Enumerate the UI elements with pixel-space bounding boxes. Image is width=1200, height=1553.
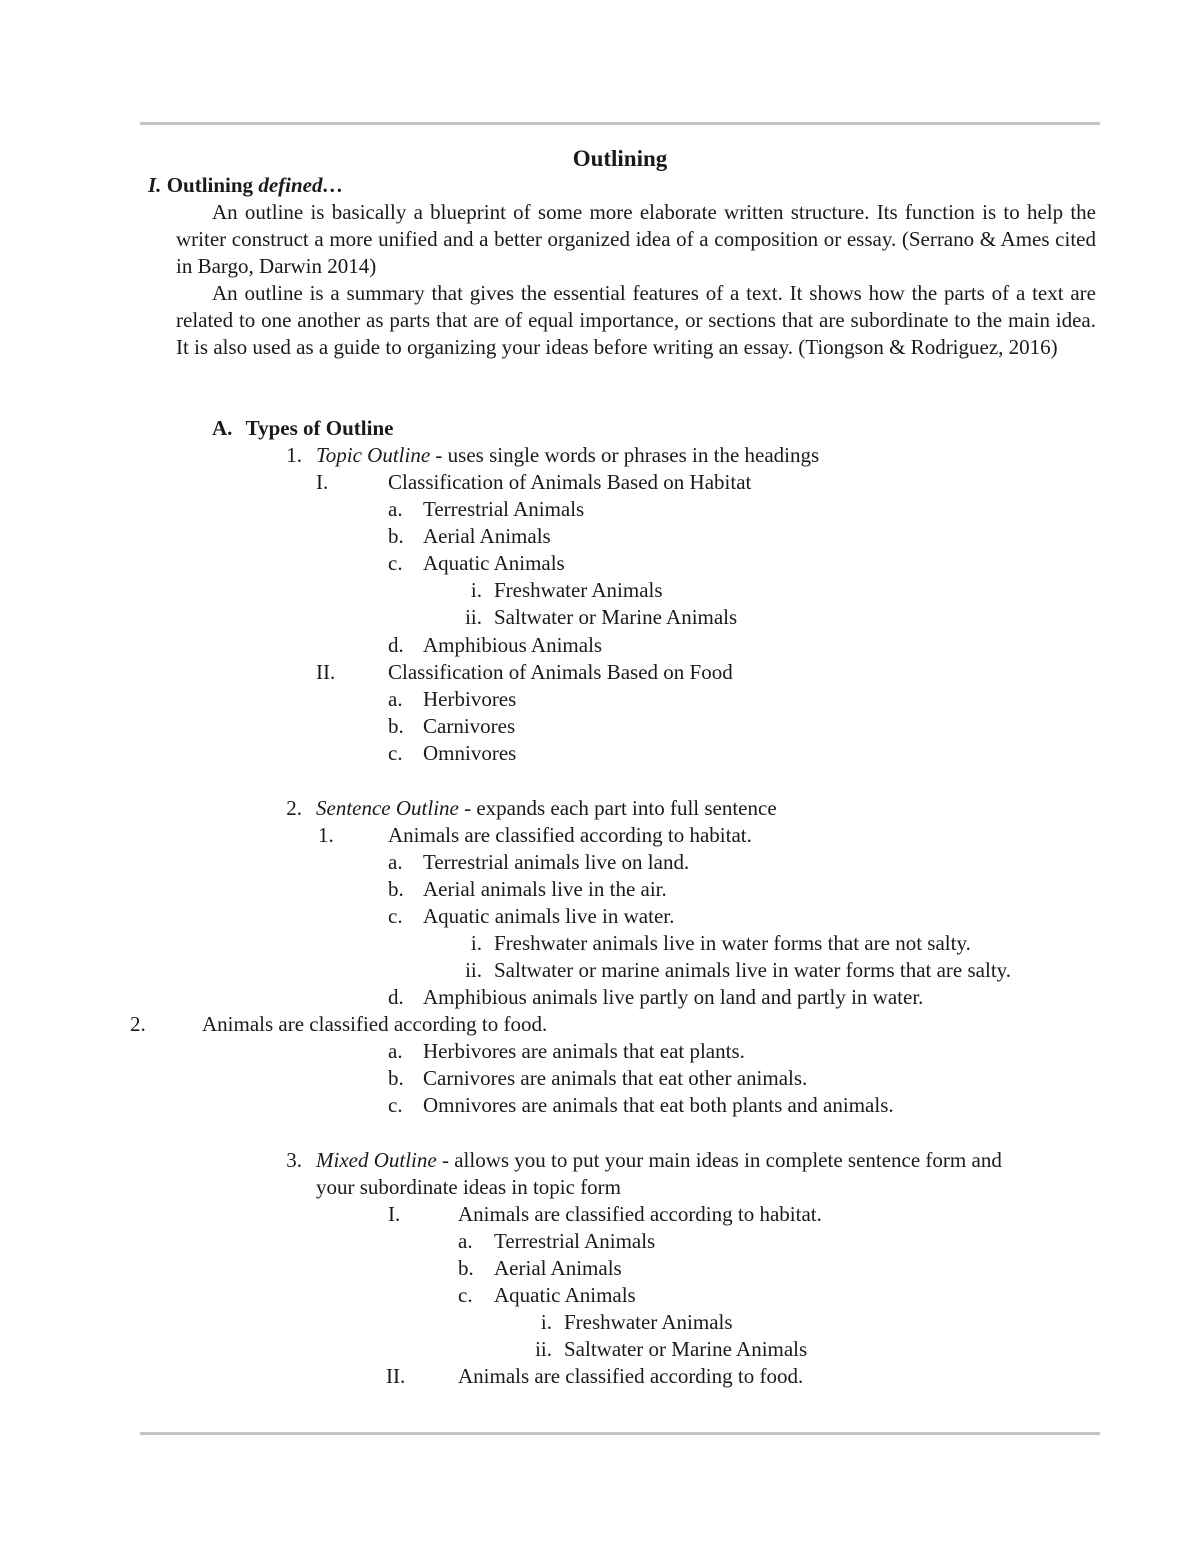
list-item: Terrestrial Animals <box>494 1229 656 1253</box>
list-marker: c. <box>388 741 403 765</box>
page-title: Outlining <box>572 146 668 171</box>
list-item: Freshwater animals live in water forms that are not salty. <box>494 931 971 955</box>
list-marker: ii. <box>465 605 482 629</box>
list-marker: i. <box>470 931 482 955</box>
list-item: Terrestrial Animals <box>423 497 585 521</box>
list-item: Aquatic animals live in water. <box>423 904 675 928</box>
types-letter: A. <box>212 416 233 440</box>
list-marker: d. <box>388 633 404 657</box>
list-marker: ii. <box>535 1337 552 1361</box>
list-marker: ii. <box>465 958 482 982</box>
list-marker: i. <box>470 578 482 602</box>
section-heading-text: Outlining <box>166 173 254 197</box>
definition-paragraph-2: An outline is a summary that gives the essential features of a text. It shows how the parts of a text are related to one another as parts that are of equal importance, or sections that are subordinate to the main idea. It is also used as a guide to organizing your ideas before writing an essay. (Tiongson & Rodriguez, 2016) <box>176 281 1096 359</box>
list-item: Freshwater Animals <box>494 578 663 602</box>
list-marker: a. <box>458 1229 473 1253</box>
list-item: Amphibious Animals <box>423 633 603 657</box>
section-heading-italic: defined… <box>258 173 344 197</box>
list-item: Animals are classified according to habitat. <box>458 1202 822 1226</box>
topic-outline-number: 1. <box>286 443 302 467</box>
list-marker: d. <box>388 985 404 1009</box>
list-item: Freshwater Animals <box>564 1310 733 1334</box>
list-marker: c. <box>458 1283 473 1307</box>
mixed-outline-number: 3. <box>286 1148 302 1172</box>
list-marker: I. <box>316 470 329 494</box>
list-marker: i. <box>540 1310 552 1334</box>
list-item: Saltwater or Marine Animals <box>494 605 738 629</box>
list-item: Amphibious animals live partly on land and partly in water. <box>423 985 924 1009</box>
types-heading <box>212 415 393 442</box>
list-item: Animals are classified according to food. <box>202 1012 548 1036</box>
types-title: Types of Outline <box>245 416 394 440</box>
list-marker: a. <box>388 850 403 874</box>
list-item: Aquatic Animals <box>494 1283 636 1307</box>
list-item: Terrestrial animals live on land. <box>423 850 690 874</box>
list-marker: II. <box>316 660 336 684</box>
mixed-outline-heading: Mixed Outline - allows you to put your main ideas in complete sentence form and <box>316 1148 1002 1172</box>
list-marker: b. <box>388 877 404 901</box>
list-marker: 2. <box>130 1012 146 1036</box>
list-item: Omnivores are animals that eat both plants and animals. <box>423 1093 894 1117</box>
list-item: Classification of Animals Based on Food <box>388 660 733 684</box>
sentence-outline-number: 2. <box>286 796 302 820</box>
list-marker: a. <box>388 687 403 711</box>
list-item: Aerial Animals <box>423 524 551 548</box>
list-marker: c. <box>388 1093 403 1117</box>
sentence-outline-heading: Sentence Outline - expands each part into full sentence <box>316 796 777 820</box>
section-numeral: I. <box>148 173 162 197</box>
list-marker: b. <box>388 1066 404 1090</box>
list-marker: a. <box>388 1039 403 1063</box>
list-item: Aerial Animals <box>494 1256 622 1280</box>
top-divider <box>140 122 1100 125</box>
list-item: Carnivores <box>423 714 516 738</box>
list-marker: b. <box>388 714 404 738</box>
list-marker: 1. <box>318 823 334 847</box>
bottom-divider <box>140 1432 1100 1435</box>
list-marker: b. <box>388 524 404 548</box>
topic-outline-heading: Topic Outline - uses single words or phrases in the headings <box>316 443 820 467</box>
list-item: Carnivores are animals that eat other animals. <box>423 1066 808 1090</box>
list-marker: I. <box>388 1202 401 1226</box>
list-item: Omnivores <box>423 741 517 765</box>
list-item: Herbivores are animals that eat plants. <box>423 1039 745 1063</box>
list-item: Saltwater or Marine Animals <box>564 1337 808 1361</box>
list-item: Saltwater or marine animals live in water forms that are salty. <box>494 958 1012 982</box>
list-marker: a. <box>388 497 403 521</box>
list-marker: c. <box>388 904 403 928</box>
list-item: Aquatic Animals <box>423 551 565 575</box>
list-marker: II. <box>386 1364 406 1388</box>
mixed-outline-heading-cont: your subordinate ideas in topic form <box>316 1175 622 1199</box>
section-heading <box>148 172 343 199</box>
list-marker: b. <box>458 1256 474 1280</box>
list-item: Aerial animals live in the air. <box>423 877 667 901</box>
list-item: Classification of Animals Based on Habitat <box>388 470 752 494</box>
definition-paragraph-1: An outline is basically a blueprint of some more elaborate written structure. Its function is to help the writer construct a more unified and a better organized idea of a composition or essay. (Serrano & Ames cited in Bargo, Darwin 2014) <box>176 200 1096 278</box>
list-item: Animals are classified according to habitat. <box>388 823 752 847</box>
list-item: Animals are classified according to food. <box>458 1364 804 1388</box>
list-marker: c. <box>388 551 403 575</box>
list-item: Herbivores <box>423 687 517 711</box>
